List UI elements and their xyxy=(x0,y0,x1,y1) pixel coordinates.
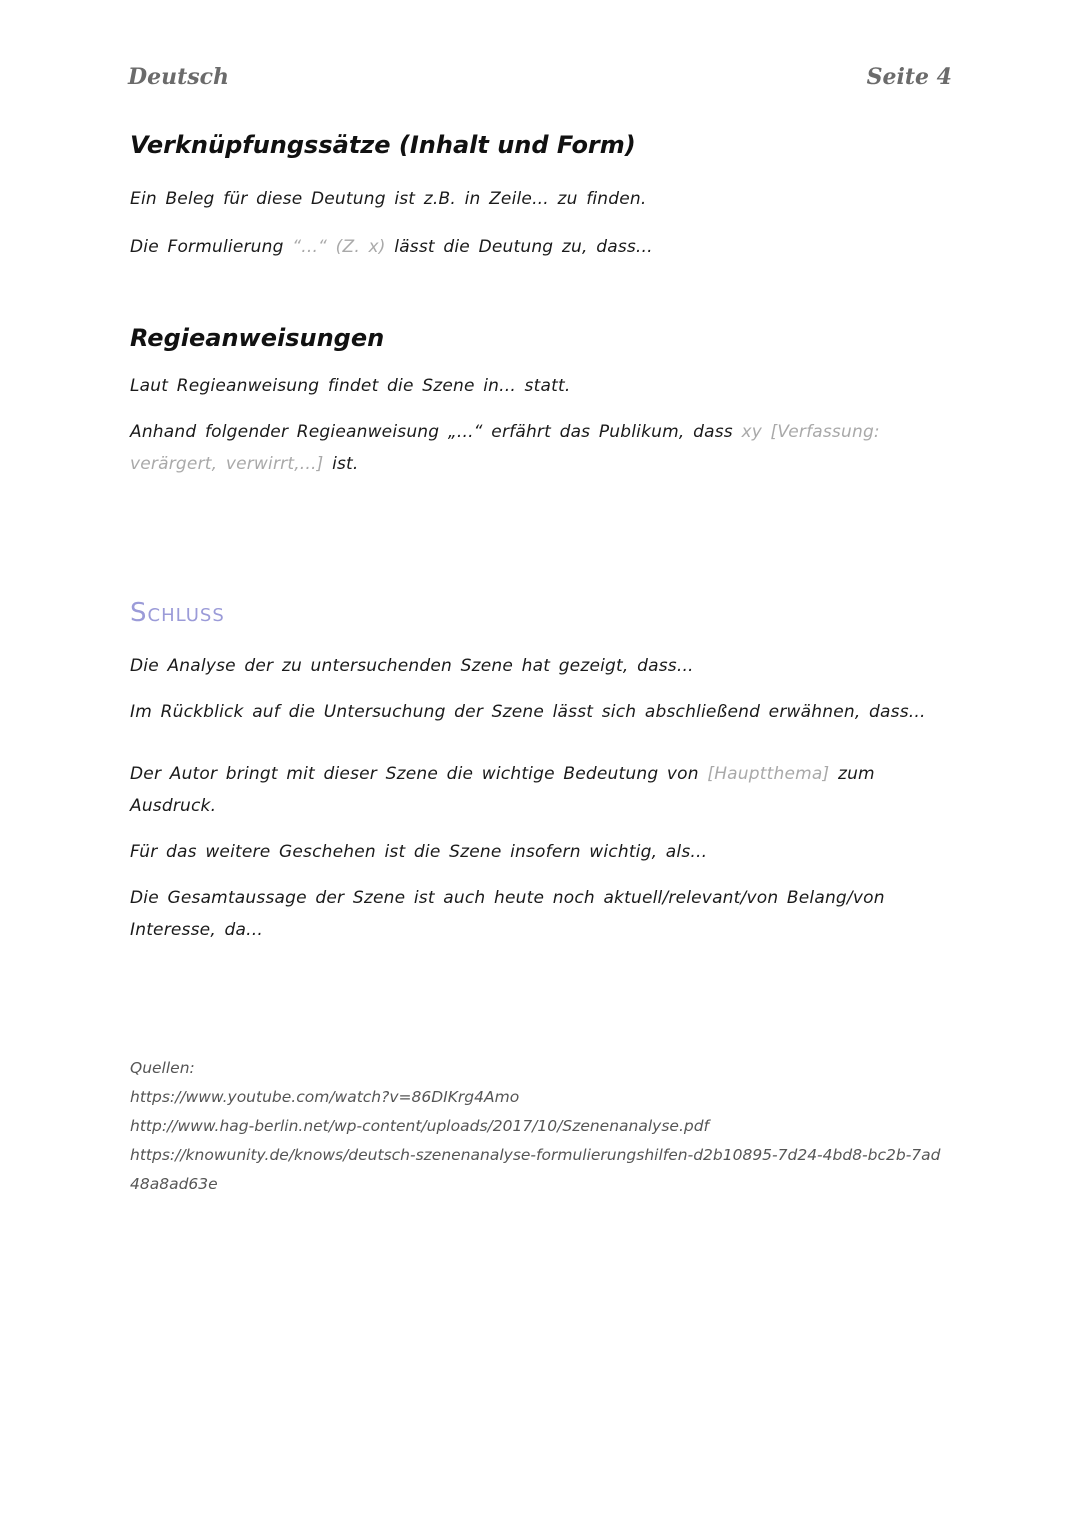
text-line xyxy=(130,696,950,728)
text-segment: Im Rückblick auf die Untersuchung der Szene lässt sich abschließend erwähnen, dass... xyxy=(130,702,926,723)
source-link-knowunity: https://knowunity.de/knows/deutsch-szenenanalyse-formulierungshilfen-d2b10895-7d24-4bd8-bc2b-7ad48a8ad63e xyxy=(130,1146,941,1194)
text-line xyxy=(130,231,950,263)
text-segment: ist. xyxy=(332,454,359,475)
text-paragraph xyxy=(130,416,950,480)
page-number: Seite 4 xyxy=(866,64,952,90)
text-segment: Für das weitere Geschehen ist die Szene insofern wichtig, als... xyxy=(130,842,708,863)
section-title-schluss: Schluss xyxy=(130,598,225,629)
text-segment: Anhand folgender Regieanweisung „...“ erfährt das Publikum, dass xyxy=(130,422,733,443)
text-line xyxy=(130,370,950,402)
subject-header: Deutsch xyxy=(128,64,230,90)
text-segment: Ein Beleg für diese Deutung ist z.B. in Zeile... zu finden. xyxy=(130,189,647,210)
text-segment: Die Gesamtaussage der Szene ist auch heute noch aktuell/relevant/von Belang/von Interesse, da... xyxy=(130,888,885,941)
sources-label: Quellen: xyxy=(130,1059,195,1078)
placeholder-text: [Hauptthema] xyxy=(707,764,830,785)
section-title-regieanweisungen: Regieanweisungen xyxy=(130,324,385,353)
placeholder-text: xy [Verfassung: verärgert, verwirrt,...] xyxy=(130,422,880,475)
text-line xyxy=(130,650,950,682)
page-content xyxy=(130,130,950,1199)
placeholder-text: “...“ (Z. x) xyxy=(292,237,386,258)
source-link-youtube: https://www.youtube.com/watch?v=86DIKrg4Amo xyxy=(130,1088,520,1107)
text-segment: Die Analyse der zu untersuchenden Szene hat gezeigt, dass... xyxy=(130,656,694,677)
text-paragraph xyxy=(130,882,950,946)
text-segment: Laut Regieanweisung findet die Szene in... statt. xyxy=(130,376,571,397)
text-segment: zum Ausdruck. xyxy=(130,764,875,817)
text-segment: lässt die Deutung zu, dass... xyxy=(394,237,653,258)
text-paragraph xyxy=(130,758,950,822)
source-link-hag-berlin: http://www.hag-berlin.net/wp-content/uploads/2017/10/Szenenanalyse.pdf xyxy=(130,1117,710,1136)
text-segment: Der Autor bringt mit dieser Szene die wichtige Bedeutung von xyxy=(130,764,699,785)
text-segment: Die Formulierung xyxy=(130,237,284,258)
section-title-verknuepfungssaetze: Verknüpfungssätze (Inhalt und Form) xyxy=(130,131,636,159)
text-line xyxy=(130,836,950,868)
text-line xyxy=(130,183,950,215)
